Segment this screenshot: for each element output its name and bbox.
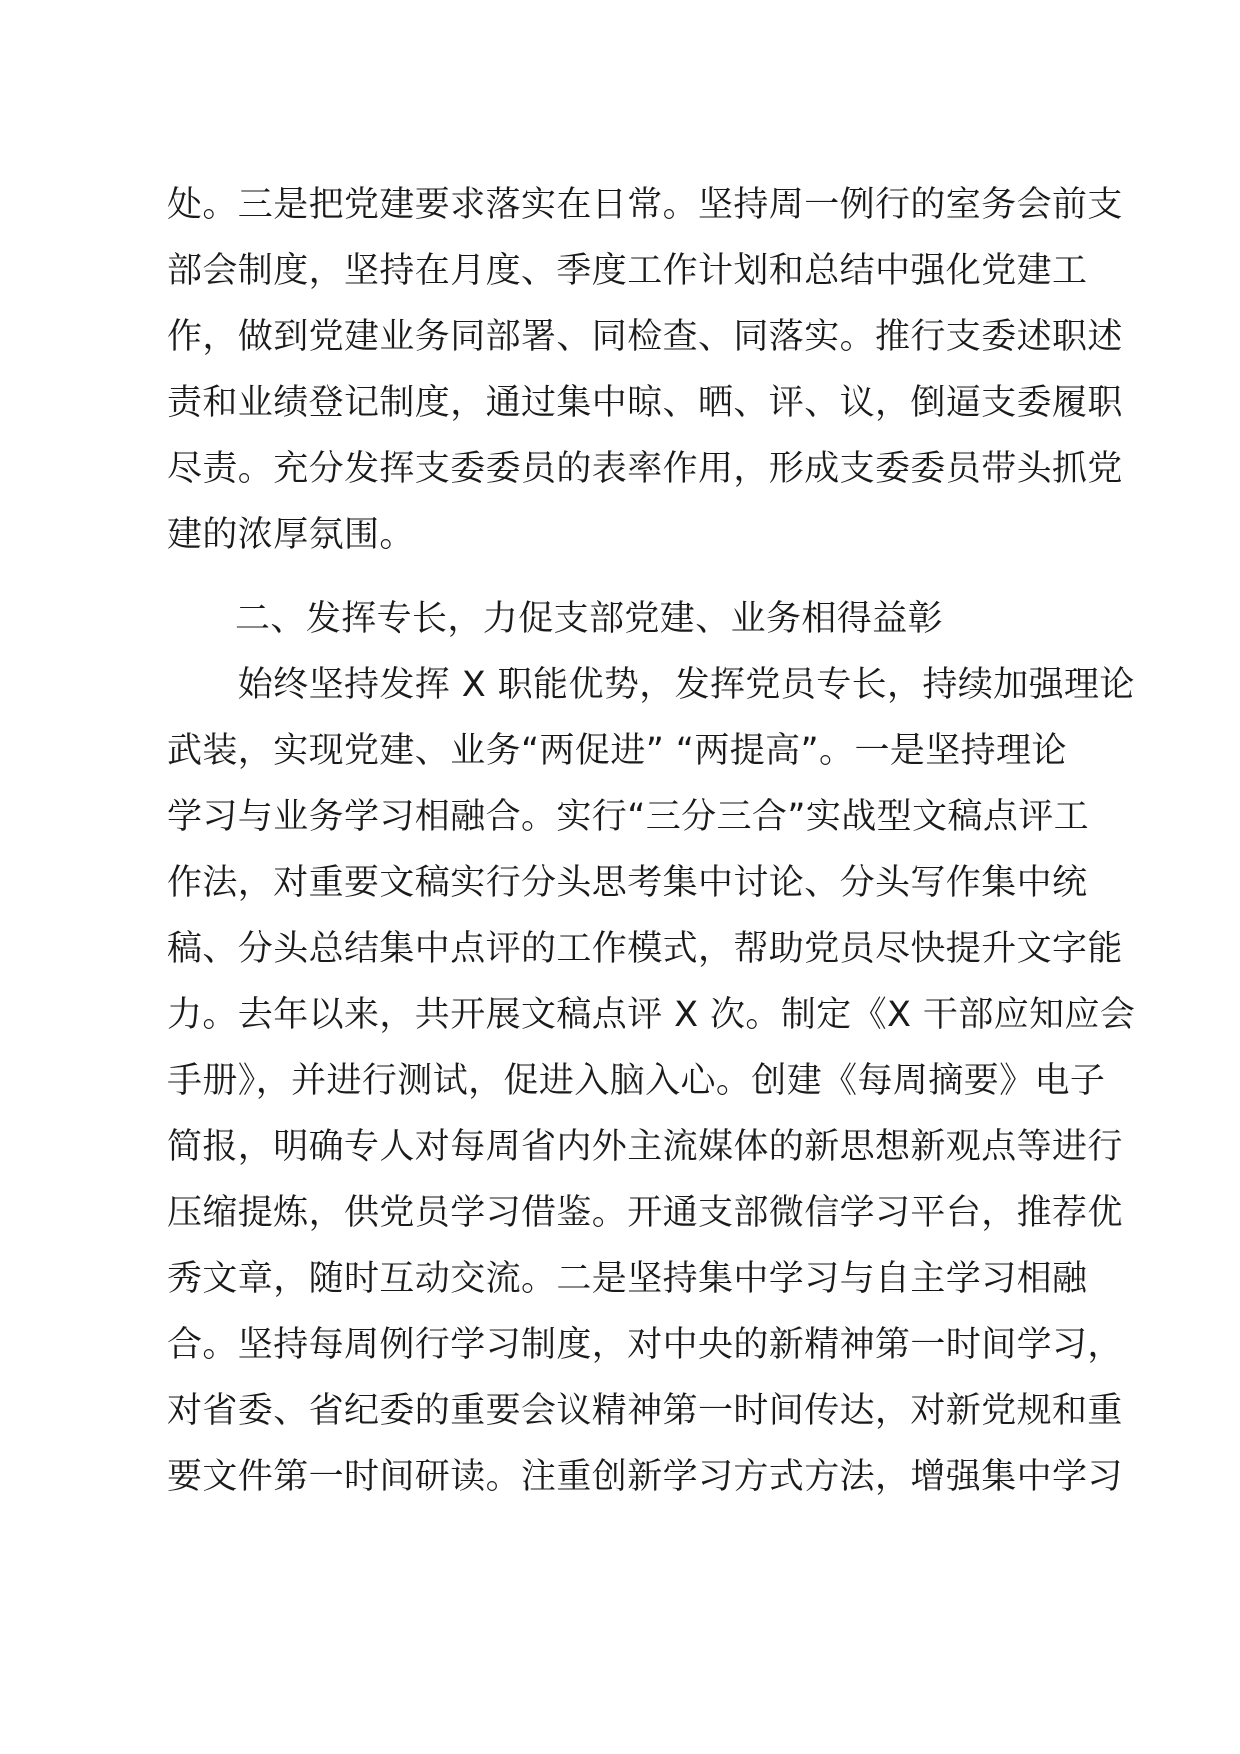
paragraph-block-1 [167, 172, 1123, 568]
text-line: 手册》，并进行测试，促进入脑入心。创建《每周摘要》电子 [167, 1061, 1106, 1101]
text-line: 合。坚持每周例行学习制度，对中央的新精神第一时间学习， [167, 1325, 1123, 1365]
document-body [167, 172, 1136, 1510]
text-line: 处。三是把党建要求落实在日常。坚持周一例行的室务会前支 [167, 185, 1123, 225]
text-line: 作法，对重要文稿实行分头思考集中讨论、分头写作集中统 [167, 863, 1088, 903]
text-line: 责和业绩登记制度，通过集中晾、晒、评、议，倒逼支委履职 [167, 383, 1123, 423]
text-line: 秀文章，随时互动交流。二是坚持集中学习与自主学习相融 [167, 1259, 1088, 1299]
text-line: 始终坚持发挥 X 职能优势，发挥党员专长，持续加强理论 [167, 665, 1135, 705]
text-line: 简报，明确专人对每周省内外主流媒体的新思想新观点等进行 [167, 1127, 1123, 1167]
text-line: 部会制度，坚持在月度、季度工作计划和总结中强化党建工 [167, 251, 1088, 291]
text-line: 建的浓厚氛围。 [167, 515, 415, 555]
text-line: 要文件第一时间研读。注重创新学习方式方法，增强集中学习 [167, 1457, 1123, 1497]
text-line: 对省委、省纪委的重要会议精神第一时间传达，对新党规和重 [167, 1391, 1123, 1431]
text-line: 力。去年以来，共开展文稿点评 X 次。制定《X 干部应知应会 [167, 995, 1136, 1035]
text-line: 尽责。充分发挥支委委员的表率作用，形成支委委员带头抓党 [167, 449, 1123, 489]
text-line: 稿、分头总结集中点评的工作模式，帮助党员尽快提升文字能 [167, 929, 1123, 969]
section-heading: 二、发挥专长，力促支部党建、业务相得益彰 [235, 599, 944, 639]
paragraph-block-2 [167, 652, 1136, 1510]
text-line: 武装，实现党建、业务“两促进” “两提高”。一是坚持理论 [167, 731, 1067, 771]
text-line: 学习与业务学习相融合。实行“三分三合”实战型文稿点评工 [167, 797, 1090, 837]
text-line: 作，做到党建业务同部署、同检查、同落实。推行支委述职述 [167, 317, 1123, 357]
text-line: 压缩提炼，供党员学习借鉴。开通支部微信学习平台，推荐优 [167, 1193, 1123, 1233]
